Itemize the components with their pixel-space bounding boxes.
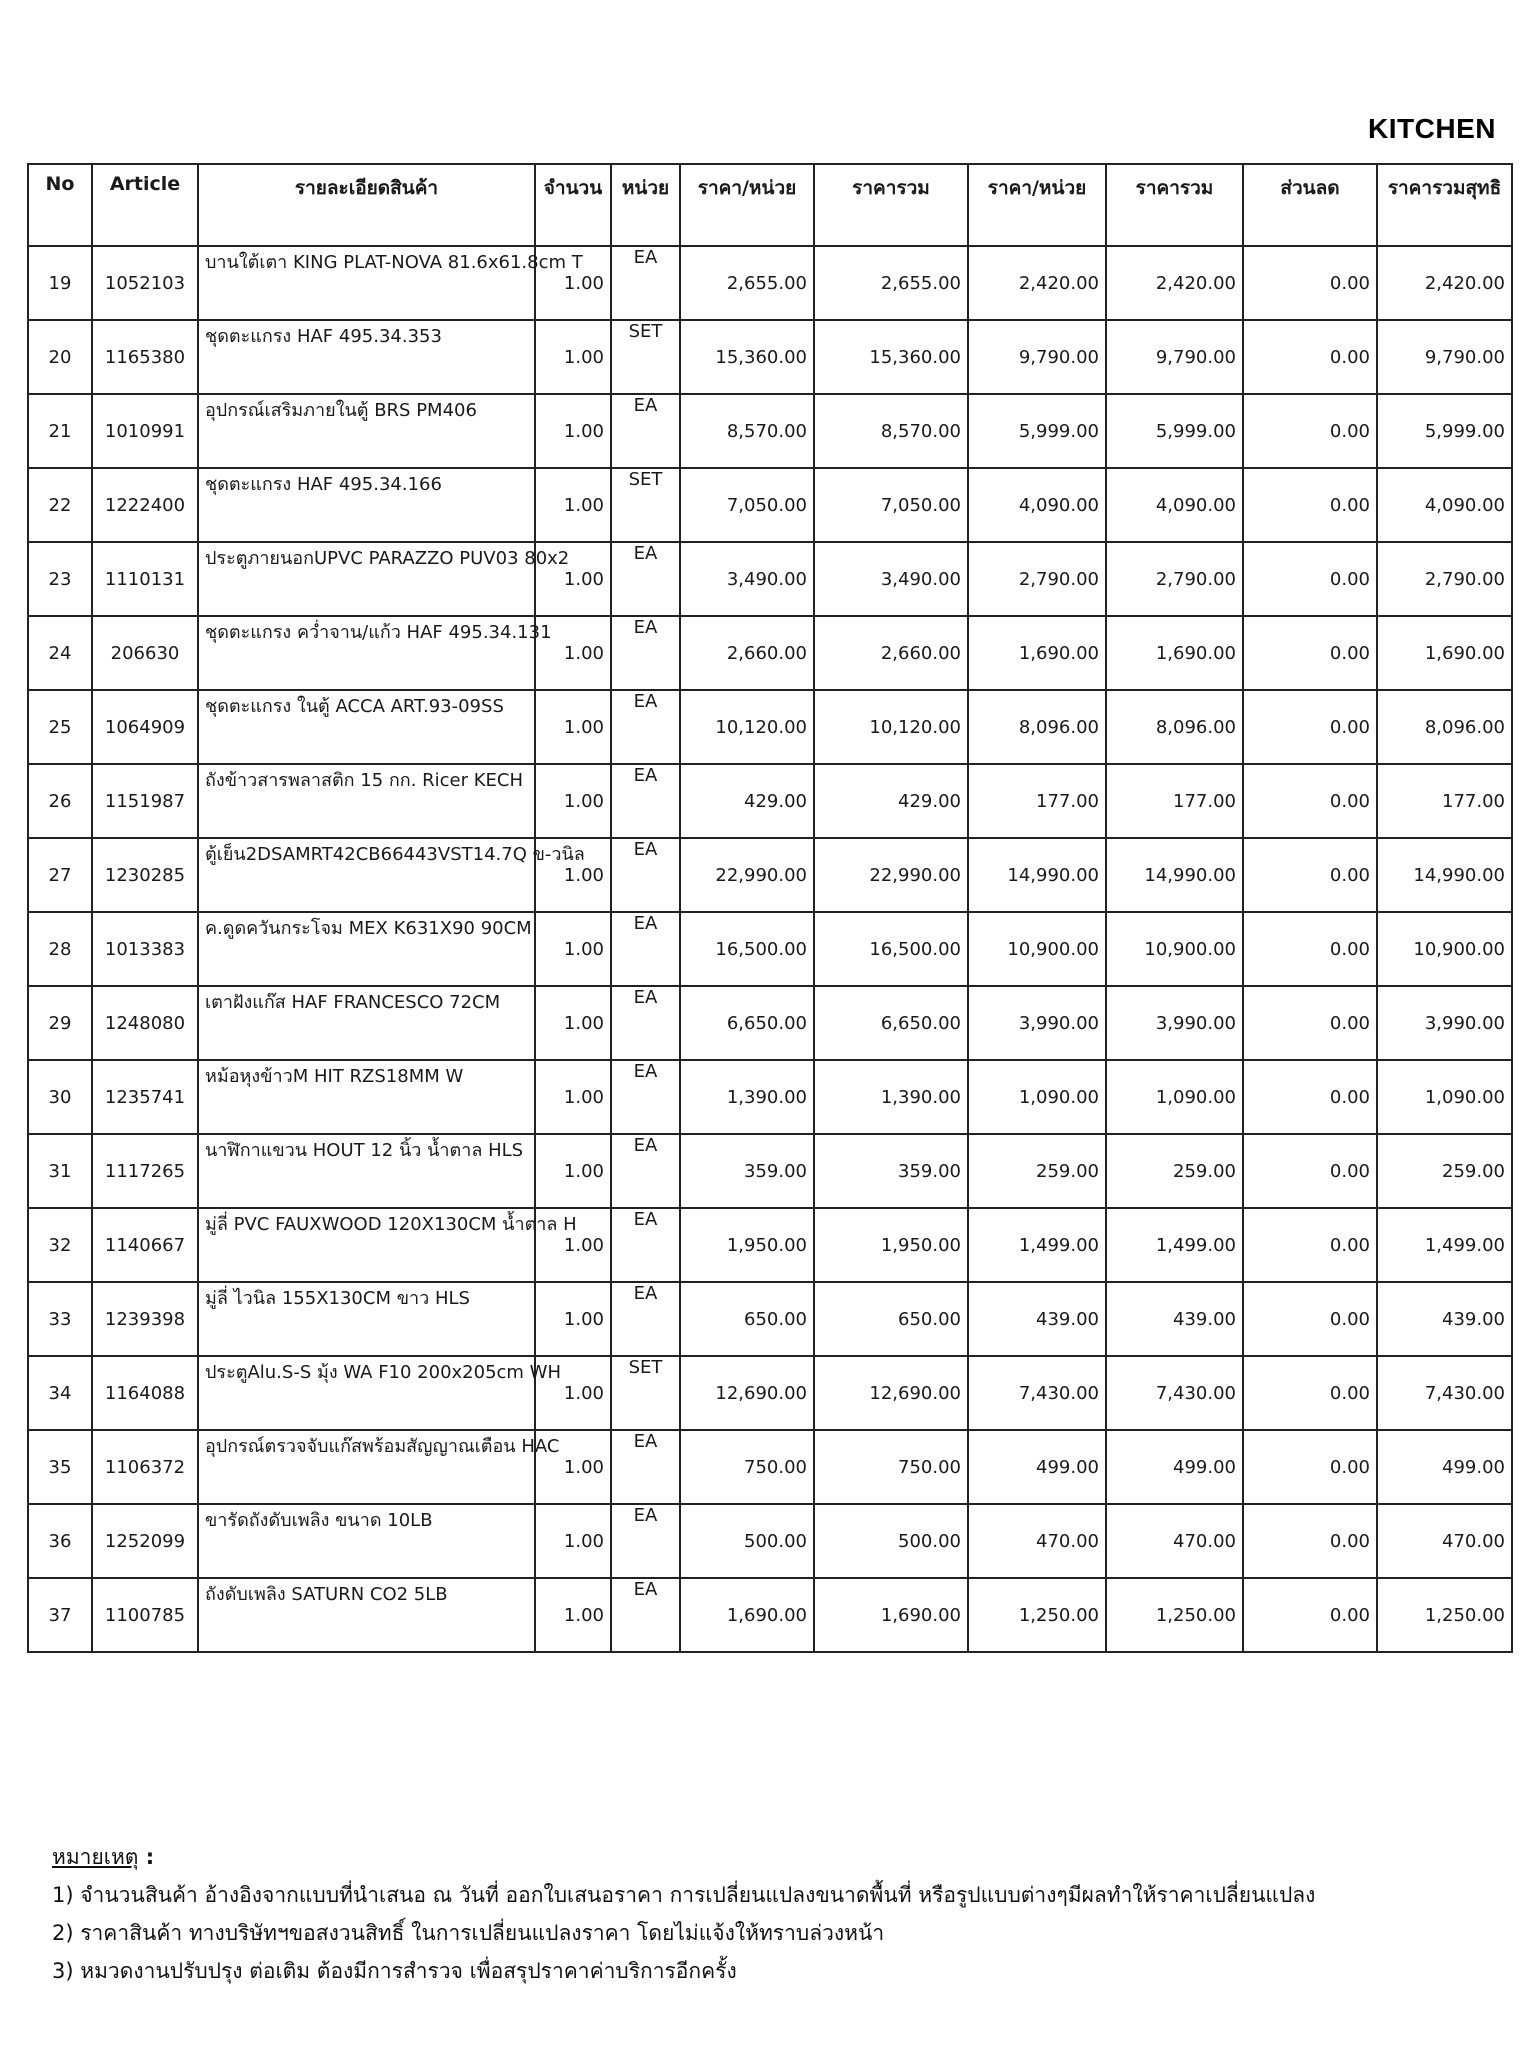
table-row <box>28 394 1512 468</box>
cell-total-1: 8,570.00 <box>814 394 968 468</box>
cell-total-2: 1,690.00 <box>1106 616 1243 690</box>
cell-qty: 1.00 <box>535 246 611 320</box>
cell-total-2: 1,499.00 <box>1106 1208 1243 1282</box>
cell-unit: EA <box>611 986 680 1060</box>
cell-discount: 0.00 <box>1243 1060 1377 1134</box>
cell-net-total: 1,499.00 <box>1377 1208 1512 1282</box>
cell-article: 1117265 <box>92 1134 198 1208</box>
cell-no: 24 <box>28 616 92 690</box>
table-row <box>28 1430 1512 1504</box>
cell-discount: 0.00 <box>1243 616 1377 690</box>
cell-net-total: 5,999.00 <box>1377 394 1512 468</box>
cell-price-per-unit-1: 2,655.00 <box>680 246 814 320</box>
table-row <box>28 468 1512 542</box>
cell-unit: EA <box>611 1208 680 1282</box>
cell-total-2: 259.00 <box>1106 1134 1243 1208</box>
header-article: Article <box>92 164 198 246</box>
cell-discount: 0.00 <box>1243 764 1377 838</box>
cell-total-2: 439.00 <box>1106 1282 1243 1356</box>
header-net-total: ราคารวมสุทธิ <box>1377 164 1512 246</box>
cell-qty: 1.00 <box>535 542 611 616</box>
cell-article: 1100785 <box>92 1578 198 1652</box>
cell-qty: 1.00 <box>535 1060 611 1134</box>
cell-discount: 0.00 <box>1243 912 1377 986</box>
cell-total-1: 1,950.00 <box>814 1208 968 1282</box>
cell-price-per-unit-2: 7,430.00 <box>968 1356 1106 1430</box>
cell-total-2: 4,090.00 <box>1106 468 1243 542</box>
table-row <box>28 986 1512 1060</box>
cell-no: 30 <box>28 1060 92 1134</box>
cell-total-1: 750.00 <box>814 1430 968 1504</box>
header-price-per-unit-2: ราคา/หน่วย <box>968 164 1106 246</box>
cell-discount: 0.00 <box>1243 468 1377 542</box>
cell-discount: 0.00 <box>1243 1282 1377 1356</box>
cell-price-per-unit-1: 500.00 <box>680 1504 814 1578</box>
cell-unit: EA <box>611 912 680 986</box>
cell-discount: 0.00 <box>1243 690 1377 764</box>
cell-unit: EA <box>611 1430 680 1504</box>
cell-discount: 0.00 <box>1243 1430 1377 1504</box>
cell-article: 206630 <box>92 616 198 690</box>
cell-net-total: 177.00 <box>1377 764 1512 838</box>
cell-net-total: 1,250.00 <box>1377 1578 1512 1652</box>
cell-price-per-unit-1: 750.00 <box>680 1430 814 1504</box>
cell-price-per-unit-1: 359.00 <box>680 1134 814 1208</box>
cell-total-2: 14,990.00 <box>1106 838 1243 912</box>
cell-total-2: 7,430.00 <box>1106 1356 1243 1430</box>
cell-total-2: 8,096.00 <box>1106 690 1243 764</box>
cell-price-per-unit-1: 15,360.00 <box>680 320 814 394</box>
cell-price-per-unit-1: 1,950.00 <box>680 1208 814 1282</box>
cell-discount: 0.00 <box>1243 320 1377 394</box>
cell-article: 1235741 <box>92 1060 198 1134</box>
header-no: No <box>28 164 92 246</box>
cell-description: ประตูAlu.S-S มุ้ง WA F10 200x205cm WH <box>198 1356 535 1430</box>
section-title: KITCHEN <box>1368 113 1496 144</box>
note-line: 2) ราคาสินค้า ทางบริษัทฯขอสงวนสิทธิ์ ในการเปลี่ยนแปลงราคา โดยไม่แจ้งให้ทราบล่วงหน้า <box>52 1921 885 1945</box>
cell-total-1: 16,500.00 <box>814 912 968 986</box>
cell-description: ขารัดถังดับเพลิง ขนาด 10LB <box>198 1504 535 1578</box>
cell-no: 27 <box>28 838 92 912</box>
cell-qty: 1.00 <box>535 986 611 1060</box>
cell-article: 1140667 <box>92 1208 198 1282</box>
cell-net-total: 4,090.00 <box>1377 468 1512 542</box>
cell-article: 1013383 <box>92 912 198 986</box>
cell-price-per-unit-1: 1,390.00 <box>680 1060 814 1134</box>
cell-net-total: 259.00 <box>1377 1134 1512 1208</box>
cell-total-2: 470.00 <box>1106 1504 1243 1578</box>
cell-unit: EA <box>611 1504 680 1578</box>
note-line: 3) หมวดงานปรับปรุง ต่อเติม ต้องมีการสำรวจ เพื่อสรุปราคาค่าบริการอีกครั้ง <box>52 1959 737 1983</box>
cell-qty: 1.00 <box>535 468 611 542</box>
cell-discount: 0.00 <box>1243 1578 1377 1652</box>
table-row <box>28 1356 1512 1430</box>
cell-article: 1010991 <box>92 394 198 468</box>
cell-description: ถังดับเพลิง SATURN CO2 5LB <box>198 1578 535 1652</box>
cell-total-2: 177.00 <box>1106 764 1243 838</box>
cell-net-total: 3,990.00 <box>1377 986 1512 1060</box>
cell-unit: EA <box>611 1578 680 1652</box>
cell-no: 36 <box>28 1504 92 1578</box>
cell-unit: EA <box>611 690 680 764</box>
header-total-1: ราคารวม <box>814 164 968 246</box>
table-row <box>28 912 1512 986</box>
cell-net-total: 7,430.00 <box>1377 1356 1512 1430</box>
cell-total-2: 2,420.00 <box>1106 246 1243 320</box>
cell-total-2: 2,790.00 <box>1106 542 1243 616</box>
cell-total-1: 3,490.00 <box>814 542 968 616</box>
table-row <box>28 1282 1512 1356</box>
cell-unit: EA <box>611 764 680 838</box>
cell-qty: 1.00 <box>535 1430 611 1504</box>
cell-no: 26 <box>28 764 92 838</box>
cell-price-per-unit-1: 6,650.00 <box>680 986 814 1060</box>
cell-price-per-unit-2: 1,499.00 <box>968 1208 1106 1282</box>
cell-description: นาฬิกาแขวน HOUT 12 นิ้ว น้ำตาล HLS <box>198 1134 535 1208</box>
table-row <box>28 246 1512 320</box>
cell-total-2: 3,990.00 <box>1106 986 1243 1060</box>
cell-total-1: 1,690.00 <box>814 1578 968 1652</box>
cell-qty: 1.00 <box>535 1356 611 1430</box>
cell-price-per-unit-2: 177.00 <box>968 764 1106 838</box>
header-total-2: ราคารวม <box>1106 164 1243 246</box>
cell-total-2: 1,250.00 <box>1106 1578 1243 1652</box>
notes-heading <box>52 1838 1492 1876</box>
cell-total-1: 359.00 <box>814 1134 968 1208</box>
cell-unit: EA <box>611 1134 680 1208</box>
table-row <box>28 838 1512 912</box>
cell-description: ชุดตะแกรง HAF 495.34.353 <box>198 320 535 394</box>
header-unit: หน่วย <box>611 164 680 246</box>
cell-description: ชุดตะแกรง คว่ำจาน/แก้ว HAF 495.34.131 <box>198 616 535 690</box>
cell-qty: 1.00 <box>535 1134 611 1208</box>
cell-qty: 1.00 <box>535 1578 611 1652</box>
cell-total-1: 429.00 <box>814 764 968 838</box>
cell-net-total: 2,790.00 <box>1377 542 1512 616</box>
cell-no: 32 <box>28 1208 92 1282</box>
cell-discount: 0.00 <box>1243 394 1377 468</box>
cell-description: ถังข้าวสารพลาสติก 15 กก. Ricer KECH <box>198 764 535 838</box>
cell-unit: EA <box>611 1060 680 1134</box>
cell-price-per-unit-2: 8,096.00 <box>968 690 1106 764</box>
cell-price-per-unit-2: 3,990.00 <box>968 986 1106 1060</box>
cell-description: อุปกรณ์ตรวจจับแก๊สพร้อมสัญญาณเตือน HAC <box>198 1430 535 1504</box>
cell-total-1: 2,660.00 <box>814 616 968 690</box>
cell-no: 35 <box>28 1430 92 1504</box>
notes-colon: : <box>138 1845 155 1869</box>
table-row <box>28 1504 1512 1578</box>
cell-unit: EA <box>611 394 680 468</box>
cell-unit: EA <box>611 1282 680 1356</box>
cell-article: 1165380 <box>92 320 198 394</box>
cell-total-1: 650.00 <box>814 1282 968 1356</box>
cell-net-total: 2,420.00 <box>1377 246 1512 320</box>
cell-no: 20 <box>28 320 92 394</box>
table-row <box>28 616 1512 690</box>
cell-total-1: 500.00 <box>814 1504 968 1578</box>
cell-article: 1052103 <box>92 246 198 320</box>
cell-no: 19 <box>28 246 92 320</box>
cell-price-per-unit-1: 10,120.00 <box>680 690 814 764</box>
header-description: รายละเอียดสินค้า <box>198 164 535 246</box>
cell-discount: 0.00 <box>1243 542 1377 616</box>
cell-discount: 0.00 <box>1243 1134 1377 1208</box>
quotation-table <box>27 163 1513 1653</box>
cell-qty: 1.00 <box>535 320 611 394</box>
cell-no: 21 <box>28 394 92 468</box>
cell-total-2: 9,790.00 <box>1106 320 1243 394</box>
cell-no: 28 <box>28 912 92 986</box>
cell-no: 29 <box>28 986 92 1060</box>
cell-no: 37 <box>28 1578 92 1652</box>
cell-total-2: 5,999.00 <box>1106 394 1243 468</box>
cell-price-per-unit-1: 3,490.00 <box>680 542 814 616</box>
cell-total-2: 499.00 <box>1106 1430 1243 1504</box>
cell-price-per-unit-2: 9,790.00 <box>968 320 1106 394</box>
table-row <box>28 542 1512 616</box>
cell-price-per-unit-1: 1,690.00 <box>680 1578 814 1652</box>
cell-total-1: 10,120.00 <box>814 690 968 764</box>
cell-price-per-unit-2: 5,999.00 <box>968 394 1106 468</box>
table-row <box>28 1060 1512 1134</box>
cell-discount: 0.00 <box>1243 838 1377 912</box>
cell-total-2: 1,090.00 <box>1106 1060 1243 1134</box>
cell-no: 25 <box>28 690 92 764</box>
cell-article: 1064909 <box>92 690 198 764</box>
cell-article: 1106372 <box>92 1430 198 1504</box>
cell-net-total: 14,990.00 <box>1377 838 1512 912</box>
cell-description: ตู้เย็น2DSAMRT42CB66443VST14.7Q ข-วนิล <box>198 838 535 912</box>
table-row <box>28 764 1512 838</box>
cell-description: ประตูภายนอกUPVC PARAZZO PUV03 80x2 <box>198 542 535 616</box>
cell-unit: EA <box>611 246 680 320</box>
cell-discount: 0.00 <box>1243 1504 1377 1578</box>
cell-net-total: 470.00 <box>1377 1504 1512 1578</box>
cell-article: 1164088 <box>92 1356 198 1430</box>
cell-unit: SET <box>611 1356 680 1430</box>
cell-total-1: 7,050.00 <box>814 468 968 542</box>
cell-price-per-unit-2: 2,790.00 <box>968 542 1106 616</box>
cell-price-per-unit-2: 1,690.00 <box>968 616 1106 690</box>
cell-price-per-unit-1: 2,660.00 <box>680 616 814 690</box>
cell-price-per-unit-2: 439.00 <box>968 1282 1106 1356</box>
cell-description: หม้อหุงข้าวM HIT RZS18MM W <box>198 1060 535 1134</box>
cell-unit: SET <box>611 320 680 394</box>
cell-price-per-unit-1: 429.00 <box>680 764 814 838</box>
cell-price-per-unit-2: 470.00 <box>968 1504 1106 1578</box>
cell-description: มู่ลี่ PVC FAUXWOOD 120X130CM น้ำตาล H <box>198 1208 535 1282</box>
cell-total-2: 10,900.00 <box>1106 912 1243 986</box>
cell-net-total: 9,790.00 <box>1377 320 1512 394</box>
cell-discount: 0.00 <box>1243 986 1377 1060</box>
header-discount: ส่วนลด <box>1243 164 1377 246</box>
cell-qty: 1.00 <box>535 764 611 838</box>
cell-discount: 0.00 <box>1243 1208 1377 1282</box>
table-row <box>28 1578 1512 1652</box>
cell-unit: EA <box>611 616 680 690</box>
cell-qty: 1.00 <box>535 838 611 912</box>
cell-price-per-unit-1: 7,050.00 <box>680 468 814 542</box>
cell-qty: 1.00 <box>535 1504 611 1578</box>
cell-net-total: 10,900.00 <box>1377 912 1512 986</box>
cell-unit: EA <box>611 542 680 616</box>
cell-price-per-unit-2: 4,090.00 <box>968 468 1106 542</box>
cell-article: 1252099 <box>92 1504 198 1578</box>
cell-price-per-unit-2: 1,090.00 <box>968 1060 1106 1134</box>
cell-no: 23 <box>28 542 92 616</box>
cell-price-per-unit-1: 16,500.00 <box>680 912 814 986</box>
cell-article: 1110131 <box>92 542 198 616</box>
cell-qty: 1.00 <box>535 616 611 690</box>
notes-title: หมายเหตุ <box>52 1845 139 1869</box>
table-row <box>28 1134 1512 1208</box>
cell-price-per-unit-2: 2,420.00 <box>968 246 1106 320</box>
cell-description: ค.ดูดควันกระโจม MEX K631X90 90CM <box>198 912 535 986</box>
cell-net-total: 439.00 <box>1377 1282 1512 1356</box>
note-line: 1) จำนวนสินค้า อ้างอิงจากแบบที่นำเสนอ ณ วันที่ ออกใบเสนอราคา การเปลี่ยนแปลงขนาดพื้นที่ หรือรูปแบบต่างๆมีผลทำให้ราคาเปลี่ยนแปลง <box>52 1883 1316 1907</box>
cell-total-1: 1,390.00 <box>814 1060 968 1134</box>
table-row <box>28 690 1512 764</box>
cell-price-per-unit-1: 12,690.00 <box>680 1356 814 1430</box>
cell-description: มู่ลี่ ไวนิล 155X130CM ขาว HLS <box>198 1282 535 1356</box>
cell-net-total: 8,096.00 <box>1377 690 1512 764</box>
cell-qty: 1.00 <box>535 690 611 764</box>
cell-net-total: 499.00 <box>1377 1430 1512 1504</box>
cell-total-1: 12,690.00 <box>814 1356 968 1430</box>
cell-no: 31 <box>28 1134 92 1208</box>
cell-total-1: 6,650.00 <box>814 986 968 1060</box>
cell-price-per-unit-2: 499.00 <box>968 1430 1106 1504</box>
cell-description: ชุดตะแกรง ในตู้ ACCA ART.93-09SS <box>198 690 535 764</box>
cell-price-per-unit-2: 1,250.00 <box>968 1578 1106 1652</box>
cell-no: 22 <box>28 468 92 542</box>
cell-article: 1239398 <box>92 1282 198 1356</box>
cell-description: อุปกรณ์เสริมภายในตู้ BRS PM406 <box>198 394 535 468</box>
cell-price-per-unit-1: 650.00 <box>680 1282 814 1356</box>
cell-net-total: 1,090.00 <box>1377 1060 1512 1134</box>
cell-unit: EA <box>611 838 680 912</box>
header-qty: จำนวน <box>535 164 611 246</box>
header-price-per-unit-1: ราคา/หน่วย <box>680 164 814 246</box>
cell-article: 1222400 <box>92 468 198 542</box>
cell-price-per-unit-1: 22,990.00 <box>680 838 814 912</box>
cell-net-total: 1,690.00 <box>1377 616 1512 690</box>
cell-no: 33 <box>28 1282 92 1356</box>
cell-article: 1151987 <box>92 764 198 838</box>
cell-qty: 1.00 <box>535 912 611 986</box>
cell-qty: 1.00 <box>535 394 611 468</box>
cell-total-1: 22,990.00 <box>814 838 968 912</box>
cell-price-per-unit-2: 10,900.00 <box>968 912 1106 986</box>
cell-qty: 1.00 <box>535 1208 611 1282</box>
cell-price-per-unit-2: 14,990.00 <box>968 838 1106 912</box>
cell-qty: 1.00 <box>535 1282 611 1356</box>
table-row <box>28 320 1512 394</box>
cell-discount: 0.00 <box>1243 1356 1377 1430</box>
table-header-row <box>28 164 1512 246</box>
cell-description: ชุดตะแกรง HAF 495.34.166 <box>198 468 535 542</box>
cell-article: 1248080 <box>92 986 198 1060</box>
cell-total-1: 2,655.00 <box>814 246 968 320</box>
cell-discount: 0.00 <box>1243 246 1377 320</box>
cell-total-1: 15,360.00 <box>814 320 968 394</box>
table-row <box>28 1208 1512 1282</box>
cell-description: เตาฝังแก๊ส HAF FRANCESCO 72CM <box>198 986 535 1060</box>
notes-section <box>52 1838 1492 1990</box>
cell-price-per-unit-2: 259.00 <box>968 1134 1106 1208</box>
cell-no: 34 <box>28 1356 92 1430</box>
cell-description: บานใต้เตา KING PLAT-NOVA 81.6x61.8cm T <box>198 246 535 320</box>
cell-price-per-unit-1: 8,570.00 <box>680 394 814 468</box>
cell-unit: SET <box>611 468 680 542</box>
cell-article: 1230285 <box>92 838 198 912</box>
